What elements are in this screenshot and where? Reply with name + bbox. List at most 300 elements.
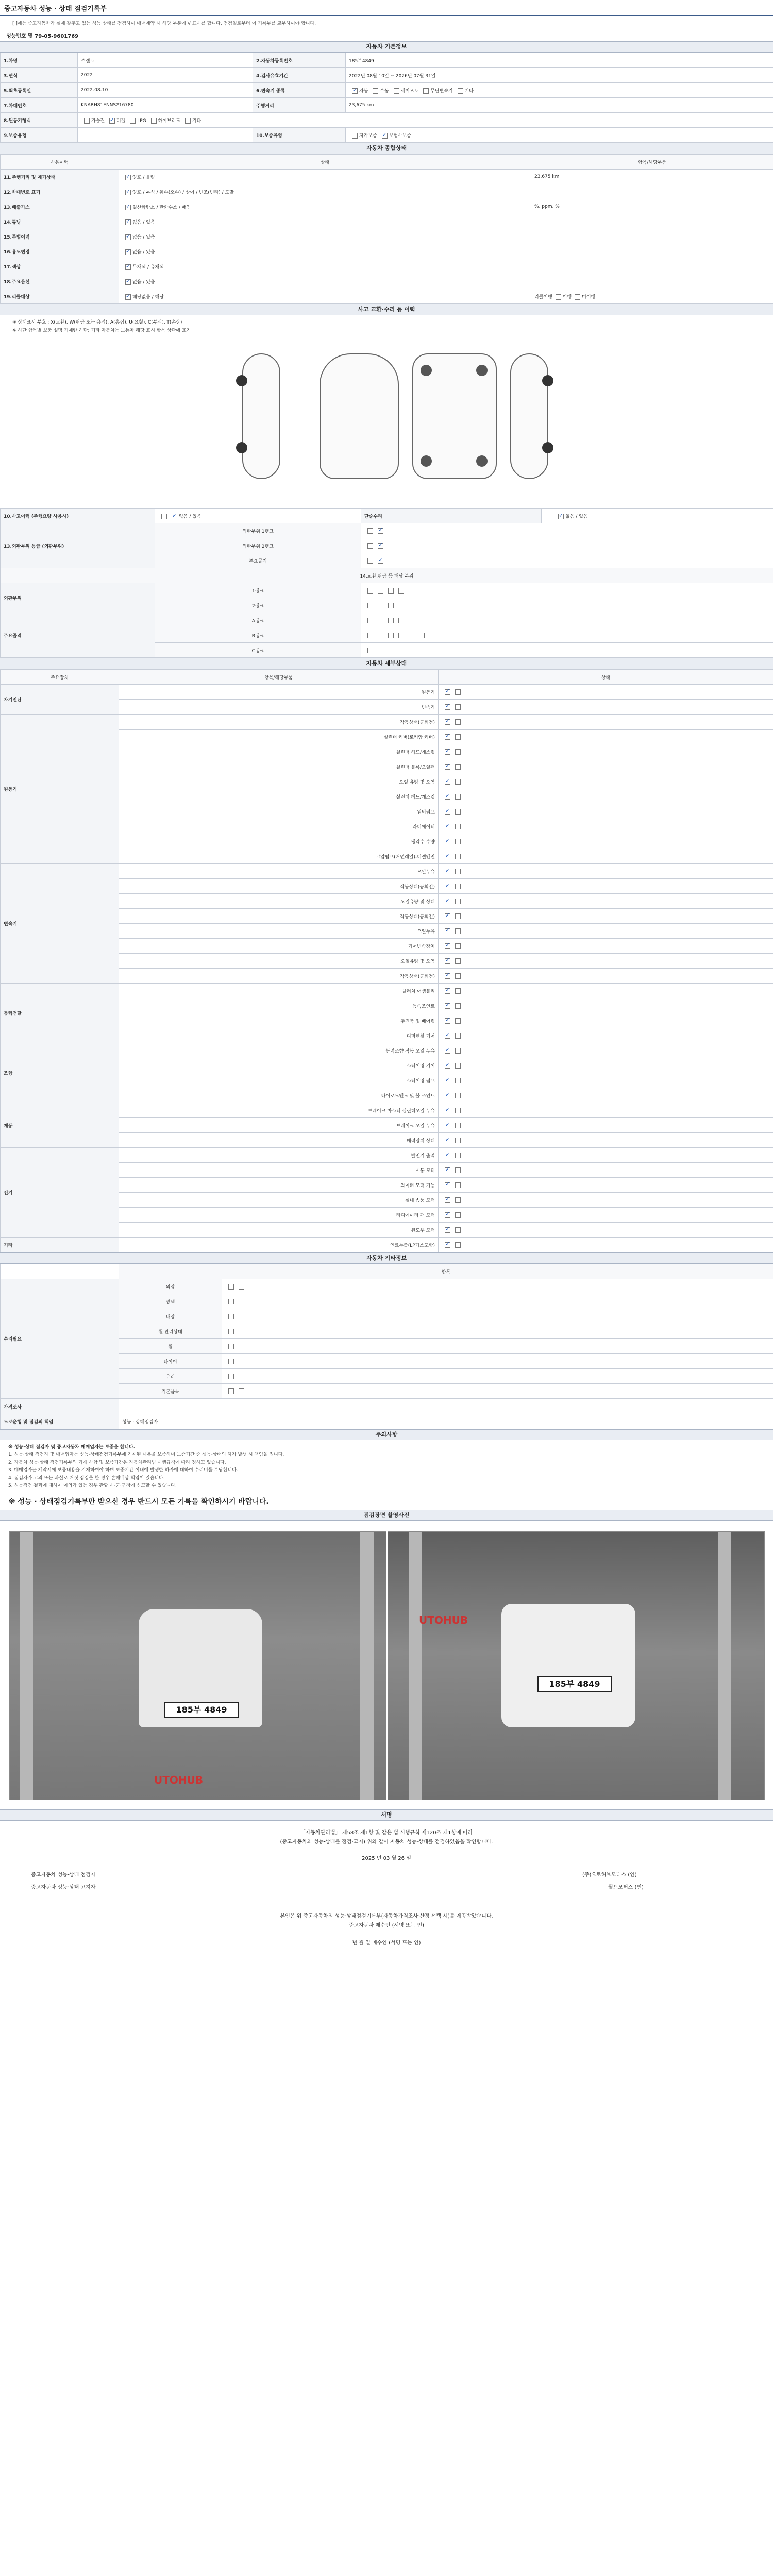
overall-row-label: 15.특별이력: [1, 229, 119, 244]
accident-yes-checkbox[interactable]: [172, 514, 177, 519]
state-ok-checkbox[interactable]: [445, 764, 450, 770]
detail-item-label: 스티어링 펌프: [119, 1073, 439, 1088]
state-ok-checkbox[interactable]: [445, 988, 450, 994]
gear-manual-checkbox[interactable]: [373, 88, 378, 94]
rank-checkbox[interactable]: [367, 528, 373, 534]
lift-post-icon: [409, 1532, 422, 1800]
state-ok-checkbox[interactable]: [445, 749, 450, 755]
first-reg-label: 5.최초등록일: [1, 83, 78, 98]
license-plate: 185부 4849: [537, 1676, 612, 1692]
state-bad-checkbox[interactable]: [455, 824, 461, 829]
state-bad-checkbox[interactable]: [455, 1167, 461, 1173]
other-group-label: 수리필요: [1, 1279, 119, 1399]
panel-checks: [361, 613, 773, 628]
detail-item-state: [439, 1013, 773, 1028]
overall-row-state: [119, 214, 531, 229]
overall-row-label: 11.주행거리 및 계기상태: [1, 170, 119, 184]
overall-row-extra: [531, 259, 773, 274]
detail-item-label: 실린더 커버(로커암 커버): [119, 730, 439, 744]
overall-row-state-text: 없음 / 있음: [132, 279, 155, 285]
state-bad-checkbox[interactable]: [455, 1093, 461, 1098]
state-bad-checkbox[interactable]: [455, 1018, 461, 1024]
state-bad-checkbox[interactable]: [455, 1048, 461, 1054]
rank-checkbox[interactable]: [367, 543, 373, 549]
vin-value: KNARH81ENNS216780: [78, 98, 253, 113]
state-ok-checkbox[interactable]: [445, 1242, 450, 1248]
panel-checkbox[interactable]: [388, 603, 394, 608]
warranty-self-text: 자가보증: [359, 133, 377, 139]
state-bad-checkbox[interactable]: [455, 1242, 461, 1248]
photos-section: [0, 1510, 773, 1809]
overall-row-extra: [531, 214, 773, 229]
cert-number: 79-05-9601769: [35, 33, 79, 39]
state-ok-checkbox[interactable]: [445, 899, 450, 904]
responsibility-label: 도로운행 및 점검의 책임: [1, 1414, 119, 1429]
other-item-state: [222, 1294, 773, 1309]
panel-checkbox[interactable]: [388, 588, 394, 594]
state-ok-checkbox[interactable]: [445, 1197, 450, 1203]
other-checkbox[interactable]: [228, 1359, 234, 1364]
overall-row-state: [119, 274, 531, 289]
state-checkbox[interactable]: [125, 294, 131, 300]
panel-checks: [361, 643, 773, 658]
other-checkbox[interactable]: [239, 1314, 244, 1319]
overall-row-state: [119, 229, 531, 244]
state-ok-checkbox[interactable]: [445, 1078, 450, 1083]
state-bad-checkbox[interactable]: [455, 779, 461, 785]
state-bad-checkbox[interactable]: [455, 839, 461, 844]
state-checkbox[interactable]: [125, 249, 131, 255]
state-bad-checkbox[interactable]: [455, 704, 461, 710]
overall-row-extra: [531, 244, 773, 259]
basic-info-section: [0, 41, 773, 143]
legend-line: ※ 상태표시 부호 : X(교환), W(판금 또는 용접), A(흠집), U(요철), C(부식), T(손상): [12, 320, 182, 325]
state-ok-checkbox[interactable]: [445, 1138, 450, 1143]
warranty-insurer-text: 보험사보증: [389, 133, 412, 139]
other-checkbox[interactable]: [228, 1299, 234, 1304]
other-item-state: [222, 1309, 773, 1324]
fuel-hybrid-checkbox[interactable]: [151, 118, 157, 124]
state-bad-checkbox[interactable]: [455, 1197, 461, 1203]
state-ok-checkbox[interactable]: [445, 824, 450, 829]
detail-item-label: 라디에이터 팬 모터: [119, 1208, 439, 1223]
gear-other-checkbox[interactable]: [458, 88, 463, 94]
panel-checkbox[interactable]: [367, 648, 373, 653]
issuer-name[interactable]: 월드모터스 (인): [608, 1885, 644, 1890]
state-bad-checkbox[interactable]: [455, 869, 461, 874]
panel-checkbox[interactable]: [367, 588, 373, 594]
simple-repair-label: 단순수리: [361, 509, 542, 523]
panel-checkbox[interactable]: [388, 618, 394, 623]
panel-checkbox[interactable]: [378, 603, 383, 608]
state-bad-checkbox[interactable]: [455, 689, 461, 695]
overall-row-state-text: 양호 / 부식 / 훼손(오손) / 상이 / 변조(변타) / 도말: [132, 190, 234, 195]
receipt-line: 본인은 위 중고자동차의 성능·상태점검기록부(자동차가격조사·산정 선택 시)를 제공받았습니다.: [280, 1913, 493, 1919]
panel-checkbox[interactable]: [367, 618, 373, 623]
rank-checkbox[interactable]: [378, 528, 383, 534]
detail-item-state: [439, 715, 773, 730]
detail-group-label: 원동기: [1, 715, 119, 864]
panel-checkbox[interactable]: [419, 633, 425, 638]
state-bad-checkbox[interactable]: [455, 884, 461, 889]
state-ok-checkbox[interactable]: [445, 719, 450, 725]
panel-rank-label: 13.외판부위 등급 (외판부위): [1, 523, 155, 568]
panel-checkbox[interactable]: [378, 618, 383, 623]
detail-item-label: 변속기: [119, 700, 439, 715]
warranty-options: [346, 128, 773, 143]
car-side-right-icon: [510, 353, 548, 479]
brand-logo: UTOHUB: [419, 1614, 468, 1626]
overall-row-state-text: 해당없음 / 해당: [132, 294, 164, 300]
state-bad-checkbox[interactable]: [455, 1227, 461, 1233]
rear-photo: [388, 1531, 765, 1800]
other-checkbox[interactable]: [228, 1344, 234, 1349]
detail-item-state: [439, 954, 773, 969]
signature-line: (중고자동차의 성능·상태를 점검·고지) 위와 같이 자동차 성능·상태를 점검하였음을 확인합니다.: [280, 1839, 493, 1845]
state-ok-checkbox[interactable]: [445, 1227, 450, 1233]
state-ok-checkbox[interactable]: [445, 943, 450, 949]
other-item-label: 유리: [119, 1369, 222, 1384]
state-ok-checkbox[interactable]: [445, 1018, 450, 1024]
receipt-bottom[interactable]: 년 월 일 매수인 (서명 또는 인): [352, 1940, 421, 1946]
fuel-other-text: 기타: [192, 118, 201, 124]
wheel-icon: [236, 375, 247, 386]
state-ok-checkbox[interactable]: [445, 1033, 450, 1039]
state-ok-checkbox[interactable]: [445, 854, 450, 859]
panel-checkbox[interactable]: [398, 588, 404, 594]
panel-checkbox[interactable]: [409, 633, 414, 638]
state-bad-checkbox[interactable]: [455, 1078, 461, 1083]
state-ok-checkbox[interactable]: [445, 928, 450, 934]
gear-cvt-checkbox[interactable]: [423, 88, 429, 94]
accident-table: [0, 508, 773, 658]
panel-checkbox[interactable]: [378, 633, 383, 638]
wheel-icon: [421, 365, 432, 376]
signature-date: 2025 년 03 월 26 일: [362, 1856, 411, 1861]
detail-item-label: 오일누유: [119, 864, 439, 879]
other-checkbox[interactable]: [228, 1374, 234, 1379]
mileage-value: 23,675 km: [346, 98, 773, 113]
detail-item-label: 실린더 헤드/개스킷: [119, 789, 439, 804]
gear-semi-checkbox[interactable]: [394, 88, 399, 94]
signature-area: [0, 1821, 773, 1986]
state-ok-checkbox[interactable]: [445, 839, 450, 844]
overall-row-state-text: 없음 / 있음: [132, 219, 155, 225]
state-ok-checkbox[interactable]: [445, 1063, 450, 1069]
rank-checkbox[interactable]: [378, 543, 383, 549]
detail-item-state: [439, 819, 773, 834]
panel-rank: 2랭크: [155, 598, 361, 613]
mileage-label: 주행거리: [253, 98, 346, 113]
accident-section: [0, 304, 773, 658]
recall-notdone-checkbox[interactable]: [575, 294, 580, 300]
state-bad-checkbox[interactable]: [455, 1212, 461, 1218]
overall-state-title: 자동차 종합상태: [0, 143, 773, 154]
repair-no-checkbox[interactable]: [548, 514, 553, 519]
state-ok-checkbox[interactable]: [445, 689, 450, 695]
detail-state-table: [0, 669, 773, 1252]
state-checkbox[interactable]: [125, 205, 131, 210]
state-bad-checkbox[interactable]: [455, 854, 461, 859]
detail-item-state: [439, 744, 773, 759]
recall-done-text: 이행: [562, 294, 572, 300]
car-top-front-icon: [320, 353, 399, 479]
checker-label: 중고자동차 성능·상태 점검자: [31, 1872, 96, 1878]
detail-item-label: 배력장치 상태: [119, 1133, 439, 1148]
other-item-label: 타이어: [119, 1354, 222, 1369]
state-ok-checkbox[interactable]: [445, 958, 450, 964]
recall-notdone-text: 미이행: [582, 294, 596, 300]
detail-item-state: [439, 685, 773, 700]
detail-item-label: 브레이크 마스터 실린더오일 누유: [119, 1103, 439, 1118]
accident-history-text: 없음 / 있음: [179, 514, 201, 519]
overall-row-state: [119, 244, 531, 259]
plate-label: 2.자동차등록번호: [253, 53, 346, 68]
overall-row-state: [119, 289, 531, 304]
overall-row-state: [119, 199, 531, 214]
overall-row-state-text: 무채색 / 유채색: [132, 264, 164, 270]
state-checkbox[interactable]: [125, 234, 131, 240]
detail-item-state: [439, 1178, 773, 1193]
panel-checkbox[interactable]: [367, 603, 373, 608]
state-bad-checkbox[interactable]: [455, 1063, 461, 1069]
car-name-label: 1.차명: [1, 53, 78, 68]
other-checkbox[interactable]: [228, 1314, 234, 1319]
detail-state-title: 자동차 세부상태: [0, 658, 773, 669]
other-checkbox[interactable]: [239, 1374, 244, 1379]
state-bad-checkbox[interactable]: [455, 719, 461, 725]
other-checkbox[interactable]: [228, 1329, 234, 1334]
other-checkbox[interactable]: [239, 1284, 244, 1290]
state-checkbox[interactable]: [125, 190, 131, 195]
other-checkbox[interactable]: [239, 1344, 244, 1349]
state-ok-checkbox[interactable]: [445, 869, 450, 874]
rank-row-label: 외판부위 2랭크: [155, 538, 361, 553]
state-bad-checkbox[interactable]: [455, 913, 461, 919]
overall-row-extra: [531, 274, 773, 289]
panel-checks: [361, 628, 773, 643]
detail-item-label: 시동 모터: [119, 1163, 439, 1178]
inspection-period-value: 2022년 08월 10일 ~ 2026년 07월 31일: [346, 68, 773, 83]
detail-item-state: [439, 1043, 773, 1058]
other-checkbox[interactable]: [239, 1299, 244, 1304]
state-bad-checkbox[interactable]: [455, 734, 461, 740]
detail-item-state: [439, 1088, 773, 1103]
overall-row-state: [119, 170, 531, 184]
state-ok-checkbox[interactable]: [445, 1093, 450, 1098]
note-line: 5. 성능점검 결과에 대하여 이의가 있는 경우 관할 시·군·구청에 신고할 수 있습니다.: [8, 1483, 177, 1488]
fuel-diesel-text: 디젤: [116, 118, 126, 124]
gearbox-options: [346, 83, 773, 98]
signature-section: [0, 1809, 773, 1986]
detail-item-state: [439, 864, 773, 879]
state-ok-checkbox[interactable]: [445, 809, 450, 815]
state-checkbox[interactable]: [125, 175, 131, 180]
detail-item-state: [439, 759, 773, 774]
panel-checks: [361, 583, 773, 598]
first-reg-value: 2022-08-10: [78, 83, 253, 98]
detail-item-label: 윈도우 모터: [119, 1223, 439, 1238]
detail-item-state: [439, 730, 773, 744]
rank-checkbox[interactable]: [367, 558, 373, 564]
wheel-icon: [542, 442, 553, 453]
recall-label: 리콜이행: [534, 294, 552, 300]
other-checkbox[interactable]: [239, 1329, 244, 1334]
checker-name[interactable]: (주)오토허브모터스 (인): [582, 1872, 637, 1878]
detail-head-state: 상태: [439, 670, 773, 685]
detail-item-label: 실내 송풍 모터: [119, 1193, 439, 1208]
detail-item-state: [439, 894, 773, 909]
other-item-state: [222, 1279, 773, 1294]
other-head: 항목: [119, 1264, 773, 1279]
state-ok-checkbox[interactable]: [445, 913, 450, 919]
other-item-state: [222, 1384, 773, 1399]
detail-item-label: 실린더 블록/오일팬: [119, 759, 439, 774]
state-ok-checkbox[interactable]: [445, 1167, 450, 1173]
detail-item-state: [439, 924, 773, 939]
state-bad-checkbox[interactable]: [455, 749, 461, 755]
detail-item-label: 작동상태(공회전): [119, 715, 439, 730]
state-bad-checkbox[interactable]: [455, 973, 461, 979]
fuel-hybrid-text: 하이브리드: [158, 118, 181, 124]
state-ok-checkbox[interactable]: [445, 884, 450, 889]
state-bad-checkbox[interactable]: [455, 988, 461, 994]
legend-line: ※ 하단 항목별 보충 설명 기재란 하단: 기타 자동차는 보통차 해당 표시 항목 상단에 표기: [12, 328, 191, 333]
overall-row-state-text: 없음 / 있음: [132, 249, 155, 255]
state-ok-checkbox[interactable]: [445, 1123, 450, 1128]
note-line: 2. 자동차 성능·상태 점검기록부의 기재 사항 및 보증기간은 자동차관리법 시행규칙에 따라 정하고 있습니다.: [8, 1460, 226, 1465]
panel-checkbox[interactable]: [388, 633, 394, 638]
overall-row-extra: [531, 184, 773, 199]
gear-semi-text: 세미오토: [400, 88, 419, 94]
fuel-lpg-checkbox[interactable]: [130, 118, 136, 124]
state-ok-checkbox[interactable]: [445, 779, 450, 785]
signature-line: 「자동차관리법」 제58조 제1항 및 같은 법 시행규칙 제120조 제1항에 따라: [300, 1830, 473, 1836]
basic-info-title: 자동차 기본정보: [0, 41, 773, 53]
fuel-lpg-text: LPG: [137, 118, 146, 124]
panel-checkbox[interactable]: [398, 618, 404, 623]
detail-group-label: 제동: [1, 1103, 119, 1148]
state-ok-checkbox[interactable]: [445, 1182, 450, 1188]
other-checkbox[interactable]: [239, 1359, 244, 1364]
gear-manual-text: 수동: [380, 88, 389, 94]
other-checkbox[interactable]: [228, 1284, 234, 1290]
accident-title: 사고 교환·수리 등 이력: [0, 304, 773, 315]
other-item-label: 기본품목: [119, 1384, 222, 1399]
state-bad-checkbox[interactable]: [455, 1033, 461, 1039]
state-bad-checkbox[interactable]: [455, 1123, 461, 1128]
emission-units: %, ppm, %: [531, 199, 773, 214]
state-bad-checkbox[interactable]: [455, 1182, 461, 1188]
detail-item-label: 스티어링 기어: [119, 1058, 439, 1073]
warranty-type-label: 10.보증유형: [253, 128, 346, 143]
detail-item-state: [439, 1193, 773, 1208]
overall-row-state-text: 없음 / 있음: [132, 234, 155, 240]
state-ok-checkbox[interactable]: [445, 794, 450, 800]
gear-auto-checkbox[interactable]: [352, 88, 358, 94]
state-checkbox[interactable]: [125, 219, 131, 225]
state-bad-checkbox[interactable]: [455, 764, 461, 770]
rank-checkbox[interactable]: [378, 558, 383, 564]
notes-body: [0, 1440, 773, 1493]
panel-checkbox[interactable]: [398, 633, 404, 638]
panel-checkbox[interactable]: [378, 648, 383, 653]
panel-checkbox[interactable]: [378, 588, 383, 594]
fuel-other-checkbox[interactable]: [185, 118, 191, 124]
accident-history-state: [155, 509, 361, 523]
fuel-diesel-checkbox[interactable]: [109, 118, 115, 124]
state-ok-checkbox[interactable]: [445, 1003, 450, 1009]
state-bad-checkbox[interactable]: [455, 928, 461, 934]
overall-row-label: 14.튜닝: [1, 214, 119, 229]
state-bad-checkbox[interactable]: [455, 1153, 461, 1158]
state-bad-checkbox[interactable]: [455, 1108, 461, 1113]
gear-other-text: 기타: [464, 88, 474, 94]
state-checkbox[interactable]: [125, 279, 131, 285]
accident-no-checkbox[interactable]: [161, 514, 167, 519]
state-ok-checkbox[interactable]: [445, 734, 450, 740]
issuer-label: 중고자동차 성능·상태 고지자: [31, 1885, 96, 1890]
state-ok-checkbox[interactable]: [445, 1108, 450, 1113]
note-line: 4. 점검자가 고의 또는 과실로 거짓 점검을 한 경우 손해배상 책임이 있습니다.: [8, 1476, 165, 1481]
state-bad-checkbox[interactable]: [455, 1003, 461, 1009]
detail-item-state: [439, 1238, 773, 1252]
detail-item-state: [439, 789, 773, 804]
wheel-icon: [476, 365, 488, 376]
car-name-value: 쏘렌토: [78, 53, 253, 68]
state-bad-checkbox[interactable]: [455, 899, 461, 904]
responsibility-value: 성능 · 상태점검자: [119, 1414, 773, 1429]
state-bad-checkbox[interactable]: [455, 794, 461, 800]
state-ok-checkbox[interactable]: [445, 1048, 450, 1054]
other-item-state: [222, 1324, 773, 1339]
overall-row-label: 13.배출가스: [1, 199, 119, 214]
detail-group-label: 변속기: [1, 864, 119, 984]
other-item-label: 광택: [119, 1294, 222, 1309]
warranty-label: 9.보증유형: [1, 128, 78, 143]
mileage-cell: 23,675 km: [531, 170, 773, 184]
state-bad-checkbox[interactable]: [455, 1138, 461, 1143]
state-bad-checkbox[interactable]: [455, 943, 461, 949]
other-checkbox[interactable]: [239, 1388, 244, 1394]
detail-item-label: 라디에이터: [119, 819, 439, 834]
state-bad-checkbox[interactable]: [455, 958, 461, 964]
state-ok-checkbox[interactable]: [445, 1212, 450, 1218]
state-bad-checkbox[interactable]: [455, 809, 461, 815]
state-ok-checkbox[interactable]: [445, 704, 450, 710]
warranty-self-checkbox[interactable]: [352, 133, 358, 139]
brand-logo: UTOHUB: [154, 1774, 204, 1786]
car-diagram: [0, 338, 773, 508]
photos-title: 점검장면 촬영사진: [0, 1510, 773, 1521]
notes-warning: ※ 성능 · 상태점검기록부만 받으신 경우 반드시 모든 기록을 확인하시기 바랍니다.: [8, 1498, 269, 1506]
repair-yes-checkbox[interactable]: [558, 514, 564, 519]
detail-item-label: 오일 유량 및 오염: [119, 774, 439, 789]
state-ok-checkbox[interactable]: [445, 973, 450, 979]
detail-item-state: [439, 1223, 773, 1238]
recall-done-checkbox[interactable]: [556, 294, 561, 300]
detail-item-state: [439, 804, 773, 819]
panel-checkbox[interactable]: [367, 633, 373, 638]
state-checkbox[interactable]: [125, 264, 131, 270]
warranty-insurer-checkbox[interactable]: [382, 133, 388, 139]
panel-checkbox[interactable]: [409, 618, 414, 623]
other-checkbox[interactable]: [228, 1388, 234, 1394]
fuel-gasoline-checkbox[interactable]: [84, 118, 90, 124]
state-ok-checkbox[interactable]: [445, 1153, 450, 1158]
lift-post-icon: [718, 1532, 731, 1800]
detail-item-label: 클러치 어셈블리: [119, 984, 439, 998]
